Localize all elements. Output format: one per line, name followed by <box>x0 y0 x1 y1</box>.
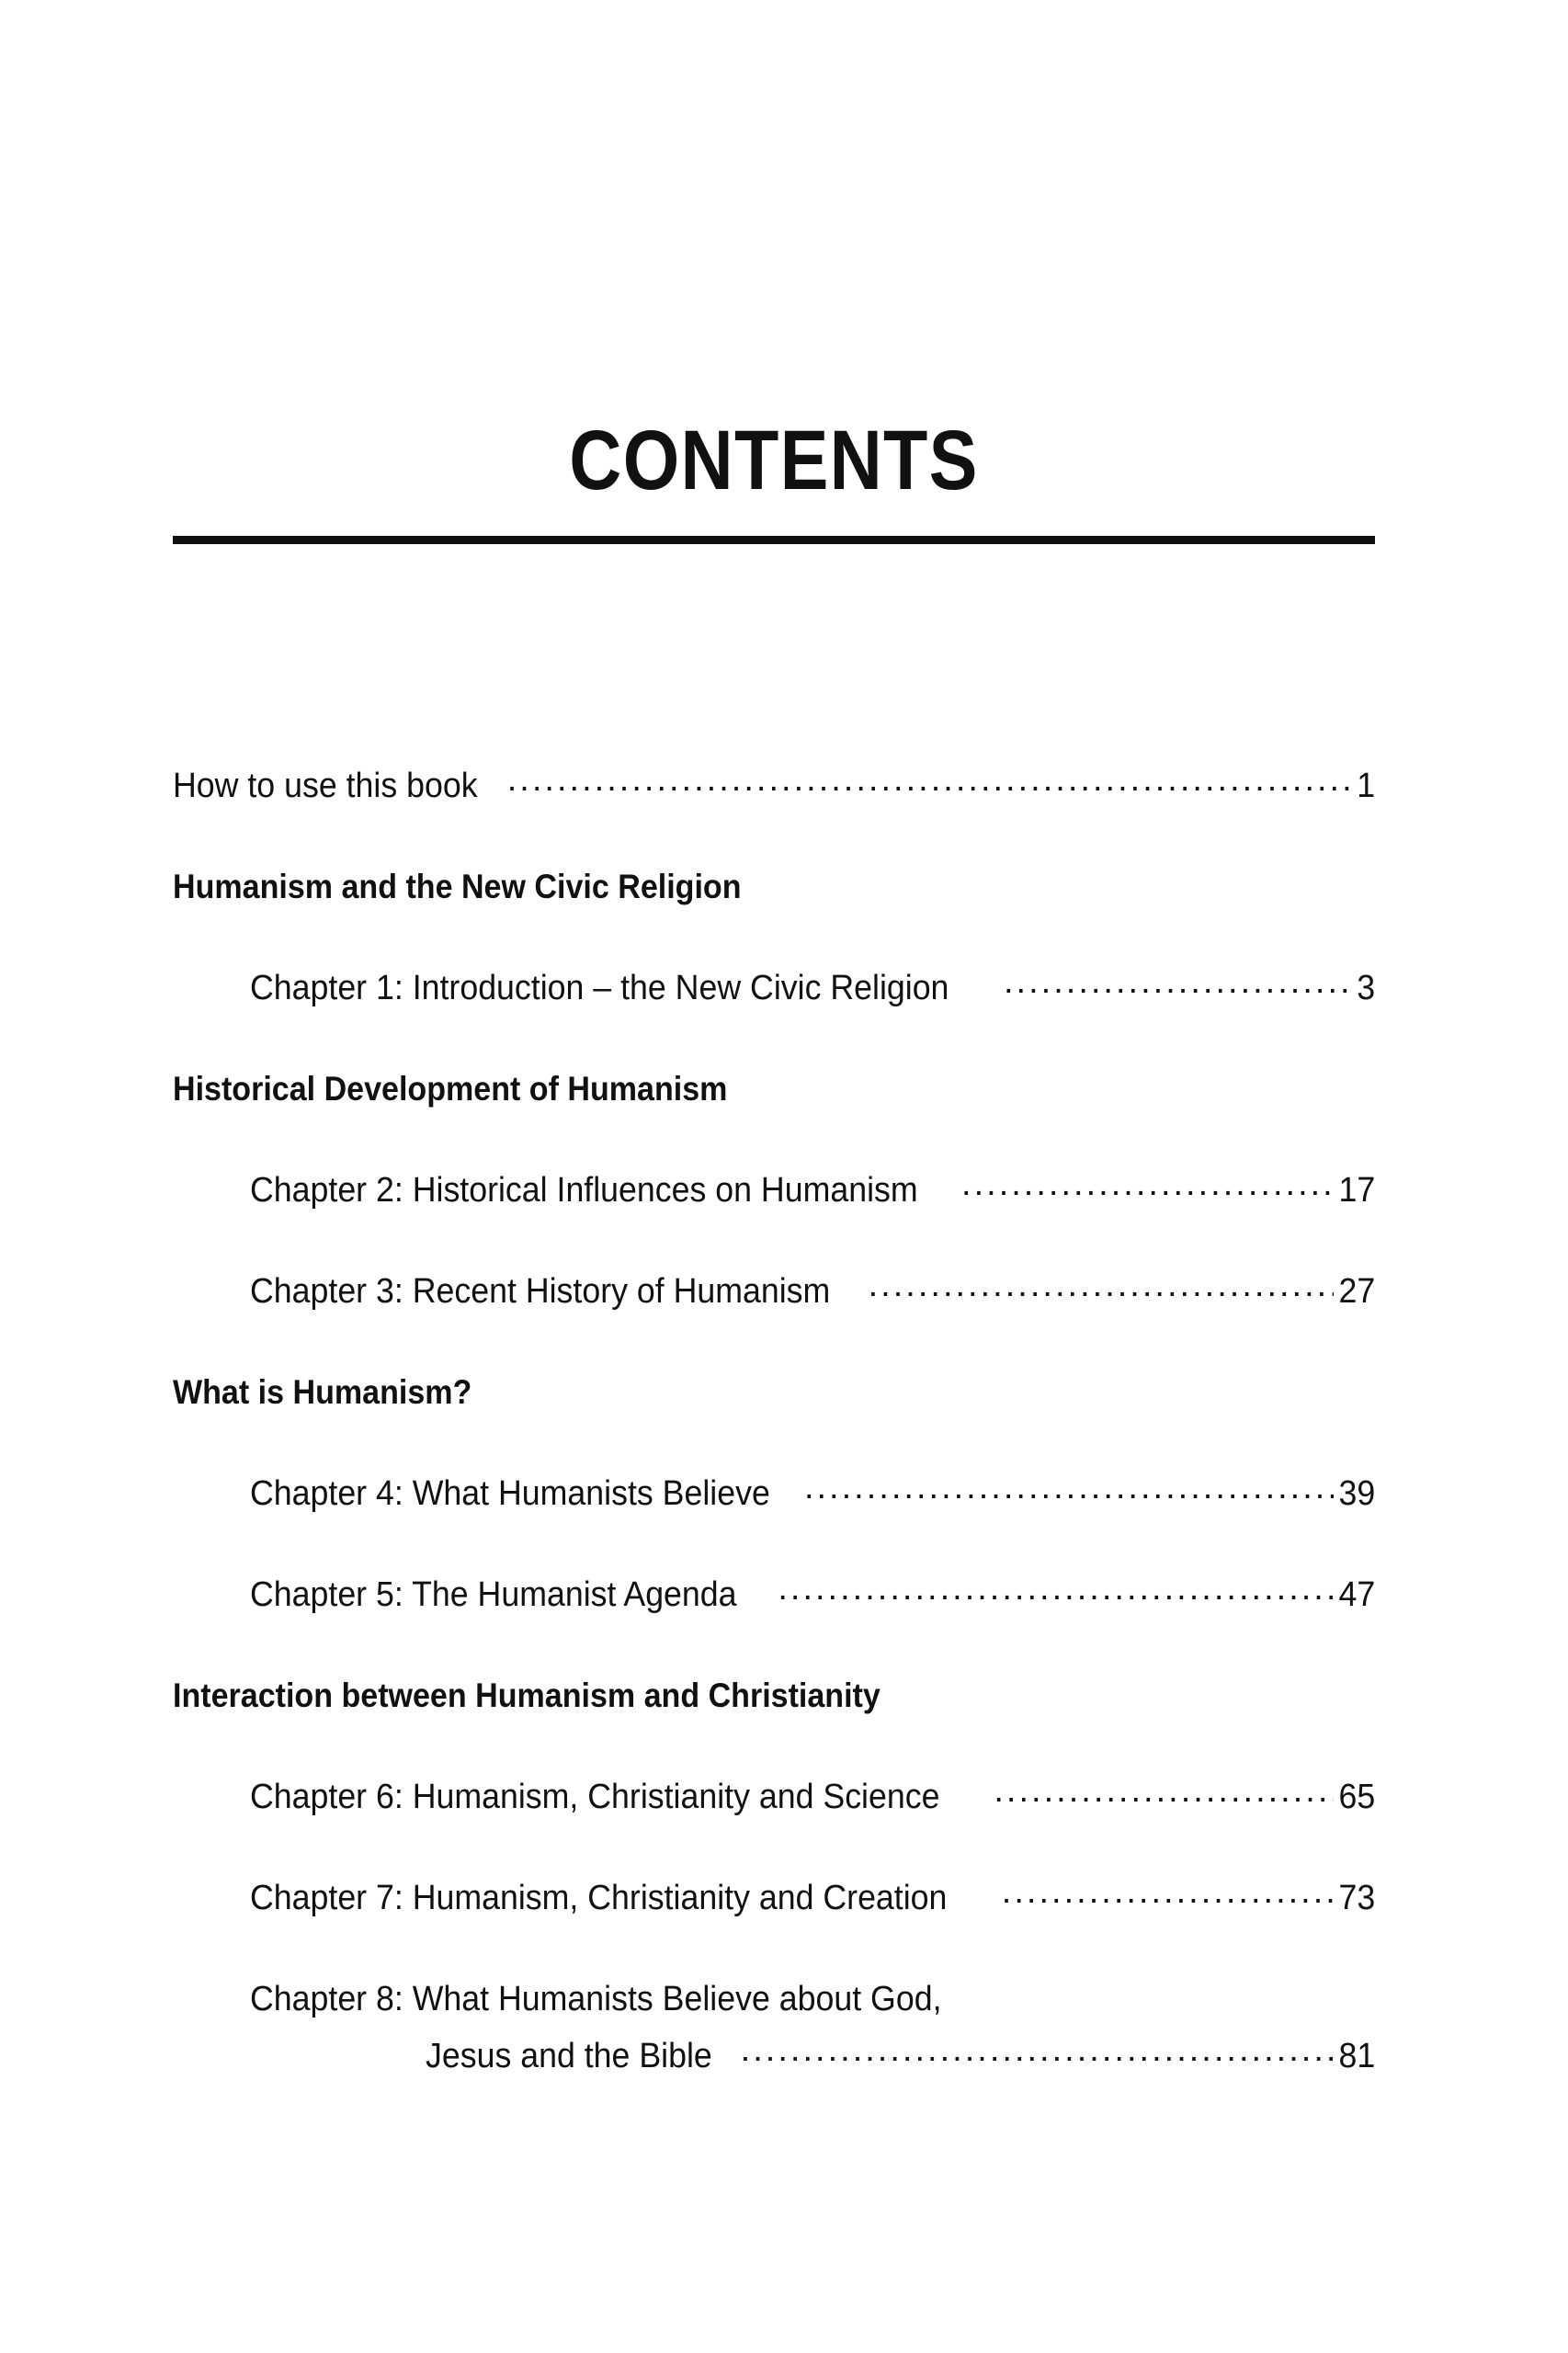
toc-entry[interactable] <box>173 1577 1375 1612</box>
table-of-contents <box>173 768 1375 2138</box>
dot-leader <box>961 1187 1334 1201</box>
title-divider <box>173 536 1375 544</box>
toc-entry[interactable] <box>173 1274 1375 1309</box>
dot-leader <box>984 1793 1333 1808</box>
toc-entry-label: How to use this book <box>173 767 478 805</box>
dot-leader <box>993 1894 1334 1909</box>
toc-entry[interactable] <box>173 1881 1375 1915</box>
toc-entry <box>173 1982 1375 2138</box>
toc-section-heading <box>173 1072 1375 1106</box>
toc-entry-label: Chapter 1: Introduction – the New Civic Religion <box>250 969 949 1007</box>
toc-section-heading-label: Interaction between Humanism and Christianity <box>173 1677 881 1714</box>
toc-entry <box>173 971 1375 1072</box>
toc-section-heading <box>173 1678 1375 1779</box>
toc-section-heading <box>173 1375 1375 1476</box>
toc-entry-line-2-page-number: 81 <box>1338 2037 1375 2075</box>
toc-entry <box>173 1476 1375 1577</box>
toc-entry-page-number: 39 <box>1338 1474 1375 1513</box>
toc-entry-label: Chapter 8: What Humanists Believe about God, <box>250 1980 942 2018</box>
toc-section-heading <box>173 870 1375 904</box>
dot-leader <box>732 2052 1334 2067</box>
toc-entry-label: Chapter 4: What Humanists Believe <box>250 1474 770 1513</box>
toc-section-heading-label: What is Humanism? <box>173 1373 472 1411</box>
toc-entry[interactable] <box>173 768 1375 803</box>
dot-leader <box>768 1591 1333 1606</box>
toc-entry-page-number: 17 <box>1338 1171 1375 1210</box>
toc-entry-label: Chapter 7: Humanism, Christianity and Creation <box>250 1879 948 1917</box>
toc-entry-page-number: 1 <box>1357 767 1375 805</box>
toc-section-heading-label: Historical Development of Humanism <box>173 1070 728 1108</box>
toc-section-heading <box>173 1375 1375 1409</box>
toc-entry[interactable] <box>173 1779 1375 1814</box>
toc-entry <box>173 1173 1375 1274</box>
toc-entry[interactable] <box>173 1173 1375 1208</box>
toc-entry <box>173 768 1375 870</box>
toc-entry <box>173 1274 1375 1375</box>
toc-entry-label: Chapter 5: The Humanist Agenda <box>250 1575 737 1614</box>
page-title: CONTENTS <box>569 414 979 507</box>
toc-entry-page-number: 27 <box>1338 1272 1375 1311</box>
toc-entry[interactable] <box>173 1476 1375 1511</box>
dot-leader <box>994 984 1353 999</box>
toc-entry-page-number: 65 <box>1338 1778 1375 1816</box>
toc-section-heading <box>173 870 1375 971</box>
toc-entry-line-1[interactable] <box>173 1982 1375 2017</box>
toc-section-heading-label: Humanism and the New Civic Religion <box>173 868 742 905</box>
toc-section-heading <box>173 1678 1375 1712</box>
toc-entry[interactable] <box>173 971 1375 1006</box>
toc-entry <box>173 1779 1375 1881</box>
toc-entry-line-2-label: Jesus and the Bible <box>426 2037 712 2075</box>
toc-entry-page-number: 73 <box>1338 1879 1375 1917</box>
dot-leader <box>869 1288 1334 1302</box>
toc-entry-label: Chapter 3: Recent History of Humanism <box>250 1272 831 1311</box>
toc-entry-line-2[interactable] <box>173 2039 1375 2074</box>
title-block <box>173 414 1375 544</box>
dot-leader <box>498 782 1353 797</box>
toc-entry-label: Chapter 6: Humanism, Christianity and Science <box>250 1778 940 1816</box>
toc-entry-page-number: 3 <box>1357 969 1375 1007</box>
toc-entry <box>173 1881 1375 1982</box>
dot-leader <box>804 1490 1334 1505</box>
toc-entry-page-number: 47 <box>1338 1575 1375 1614</box>
toc-section-heading <box>173 1072 1375 1173</box>
toc-entry <box>173 1577 1375 1678</box>
toc-entry-label: Chapter 2: Historical Influences on Humanism <box>250 1171 918 1210</box>
